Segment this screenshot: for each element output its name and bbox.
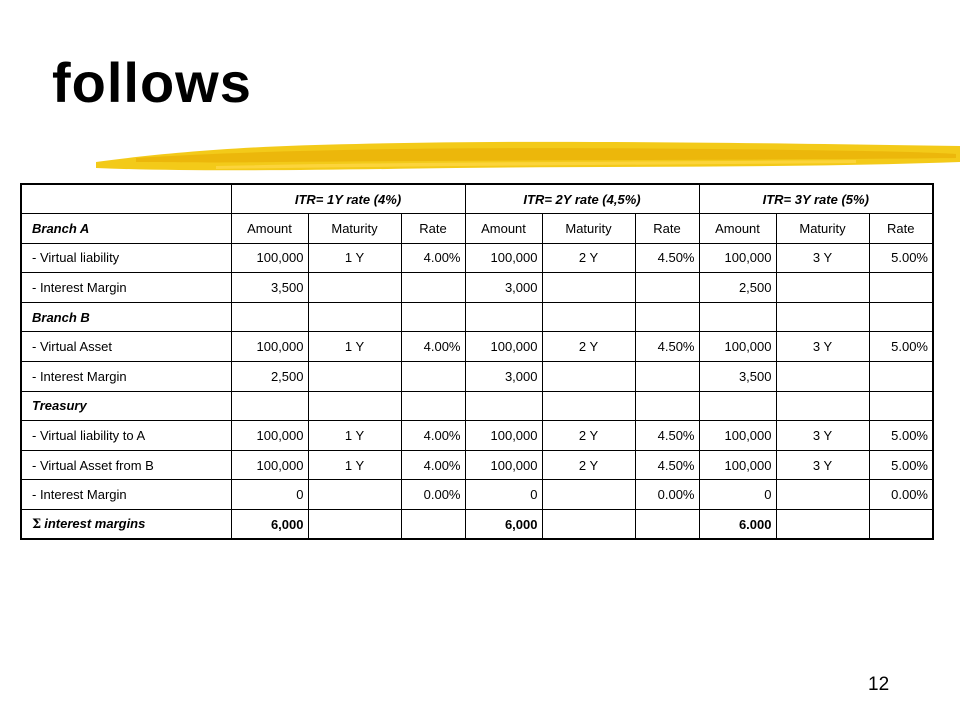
table-cell — [308, 302, 401, 332]
table-cell — [308, 362, 401, 392]
sub-header: Maturity — [776, 214, 869, 244]
sub-header: Rate — [401, 214, 465, 244]
table-cell — [869, 362, 933, 392]
table-row — [21, 243, 933, 273]
table-cell: 3 Y — [776, 421, 869, 451]
table-cell: 1 Y — [308, 421, 401, 451]
table-cell: 3,000 — [465, 273, 542, 303]
table-cell: 0.00% — [869, 480, 933, 510]
table-cell — [635, 391, 699, 421]
table-cell — [776, 302, 869, 332]
table-cell: 3 Y — [776, 450, 869, 480]
row-label: - Virtual Asset from B — [21, 450, 231, 480]
table-cell — [869, 302, 933, 332]
table-cell: 6.000 — [699, 510, 776, 540]
table-cell — [776, 480, 869, 510]
table-cell — [635, 273, 699, 303]
summary-label — [21, 510, 231, 540]
table-cell: 5.00% — [869, 421, 933, 451]
table-cell: 4.00% — [401, 243, 465, 273]
table-cell — [635, 302, 699, 332]
summary-label-text: interest margins — [44, 516, 146, 532]
header-itr-2y: ITR= 2Y rate (4,5%) — [465, 184, 699, 214]
table-cell: 100,000 — [231, 450, 308, 480]
table-cell — [542, 302, 635, 332]
table-cell — [308, 391, 401, 421]
table-cell: 2 Y — [542, 421, 635, 451]
table-cell — [401, 362, 465, 392]
table-cell: 100,000 — [231, 332, 308, 362]
table-cell: 4.50% — [635, 243, 699, 273]
row-label: - Interest Margin — [21, 362, 231, 392]
table-cell — [776, 362, 869, 392]
table-cell: 100,000 — [699, 332, 776, 362]
table-cell — [635, 362, 699, 392]
table-cell — [465, 302, 542, 332]
table-cell: 100,000 — [465, 450, 542, 480]
table-cell — [231, 391, 308, 421]
table-cell — [869, 510, 933, 540]
row-label: - Virtual Asset — [21, 332, 231, 362]
table-cell: 2 Y — [542, 243, 635, 273]
table-cell: 6,000 — [231, 510, 308, 540]
table-cell: 1 Y — [308, 243, 401, 273]
page-number: 12 — [868, 674, 890, 695]
sub-header: Amount — [699, 214, 776, 244]
table-cell: 100,000 — [231, 243, 308, 273]
table-cell — [308, 273, 401, 303]
table-row — [21, 421, 933, 451]
table-cell — [308, 510, 401, 540]
table-cell: 100,000 — [465, 243, 542, 273]
table-cell — [542, 391, 635, 421]
table-cell: 100,000 — [465, 332, 542, 362]
table-cell — [401, 273, 465, 303]
table-cell — [635, 510, 699, 540]
row-label: - Interest Margin — [21, 480, 231, 510]
row-label: - Interest Margin — [21, 273, 231, 303]
table-cell: 5.00% — [869, 332, 933, 362]
table-cell: 100,000 — [699, 421, 776, 451]
table-cell: 4.00% — [401, 450, 465, 480]
sub-header: Amount — [465, 214, 542, 244]
table-cell — [542, 480, 635, 510]
table-cell: 2,500 — [231, 362, 308, 392]
table-cell: 2,500 — [699, 273, 776, 303]
sub-header: Maturity — [308, 214, 401, 244]
table-cell: 4.50% — [635, 332, 699, 362]
table-cell: 3,000 — [465, 362, 542, 392]
header-itr-3y: ITR= 3Y rate (5%) — [699, 184, 933, 214]
table-cell — [776, 273, 869, 303]
table-cell: 0 — [231, 480, 308, 510]
table-row — [21, 450, 933, 480]
sigma-symbol: Σ — [32, 517, 42, 533]
slide-title: follows — [52, 51, 252, 114]
section-label-branch-a: Branch A — [21, 214, 231, 244]
table-cell: 1 Y — [308, 332, 401, 362]
table-cell — [308, 480, 401, 510]
table-cell: 2 Y — [542, 332, 635, 362]
table-cell: 4.50% — [635, 421, 699, 451]
table-cell: 100,000 — [465, 421, 542, 451]
summary-row — [21, 510, 933, 540]
table-row — [21, 391, 933, 421]
table-cell: 3,500 — [231, 273, 308, 303]
table-cell: 100,000 — [699, 450, 776, 480]
table-cell: 5.00% — [869, 243, 933, 273]
section-label-treasury: Treasury — [21, 391, 231, 421]
table-row — [21, 362, 933, 392]
table-cell — [776, 510, 869, 540]
table-cell: 0.00% — [401, 480, 465, 510]
section-label-branch-b: Branch B — [21, 302, 231, 332]
sub-header: Rate — [869, 214, 933, 244]
table-cell: 2 Y — [542, 450, 635, 480]
table-cell: 6,000 — [465, 510, 542, 540]
table-cell: 0.00% — [635, 480, 699, 510]
table-cell — [401, 391, 465, 421]
table-cell — [542, 510, 635, 540]
row-label: - Virtual liability — [21, 243, 231, 273]
table-cell: 4.00% — [401, 421, 465, 451]
row-label: - Virtual liability to A — [21, 421, 231, 451]
table-cell: 5.00% — [869, 450, 933, 480]
table-cell: 0 — [465, 480, 542, 510]
table-cell — [699, 391, 776, 421]
table-header-row — [21, 184, 933, 214]
table-cell: 1 Y — [308, 450, 401, 480]
table-cell — [542, 362, 635, 392]
table-cell — [401, 302, 465, 332]
table-header-empty — [21, 184, 231, 214]
brush-stroke-divider — [96, 132, 960, 180]
table-cell — [869, 391, 933, 421]
table-cell — [465, 391, 542, 421]
table-row — [21, 480, 933, 510]
table-cell — [869, 273, 933, 303]
table-cell: 4.00% — [401, 332, 465, 362]
sub-header: Maturity — [542, 214, 635, 244]
table-cell — [401, 510, 465, 540]
table-row — [21, 273, 933, 303]
table-cell: 0 — [699, 480, 776, 510]
sub-header: Amount — [231, 214, 308, 244]
header-itr-1y: ITR= 1Y rate (4%) — [231, 184, 465, 214]
table-cell: 4.50% — [635, 450, 699, 480]
table-cell: 3,500 — [699, 362, 776, 392]
table-cell: 3 Y — [776, 332, 869, 362]
sub-header: Rate — [635, 214, 699, 244]
table-cell: 3 Y — [776, 243, 869, 273]
table-cell — [542, 273, 635, 303]
interest-margin-table — [20, 183, 934, 540]
table-row — [21, 332, 933, 362]
table-row — [21, 302, 933, 332]
table-cell: 100,000 — [231, 421, 308, 451]
table-cell — [231, 302, 308, 332]
table-cell — [776, 391, 869, 421]
table-cell — [699, 302, 776, 332]
table-row — [21, 214, 933, 244]
table-cell: 100,000 — [699, 243, 776, 273]
